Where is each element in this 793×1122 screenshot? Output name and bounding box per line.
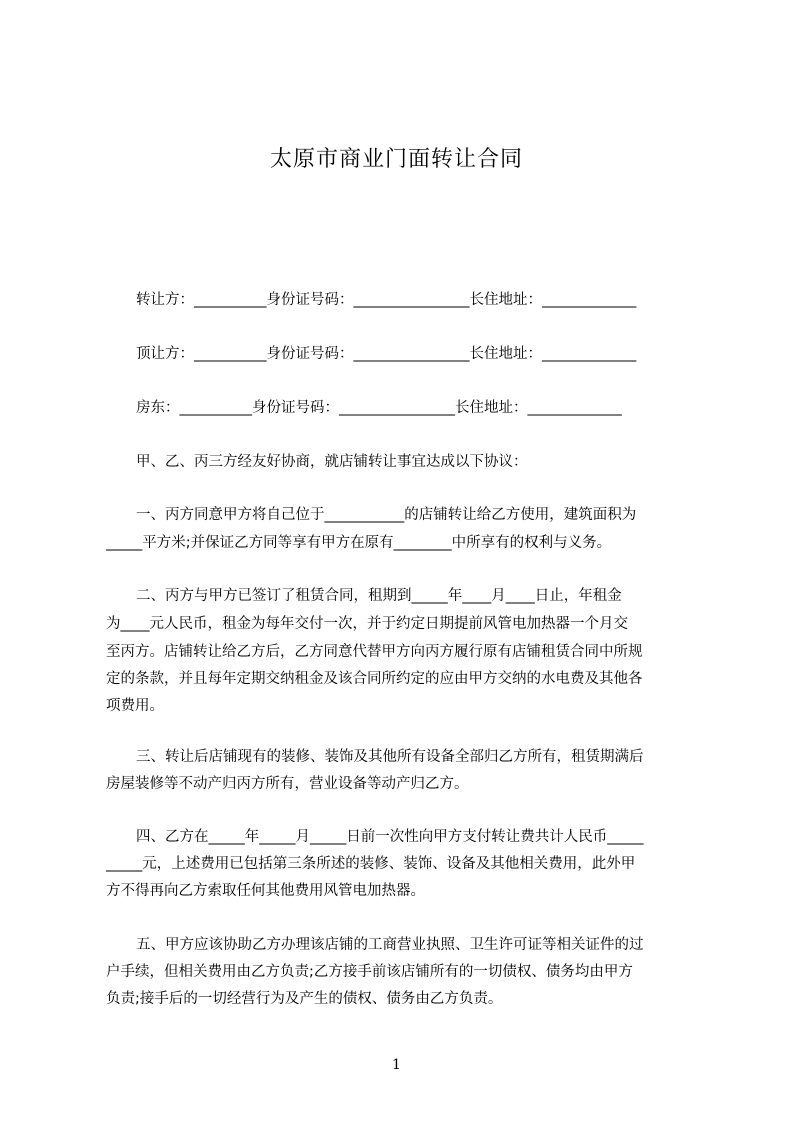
clause-5-line: 户手续，但相关费用由乙方负责;乙方接手前该店铺所有的一切债权、债务均由甲方 xyxy=(106,964,633,980)
party-line-transferor: 转让方：__________身份证号码：________________长住地址：_____________ xyxy=(136,292,637,308)
clause-1-line: 一、丙方同意甲方将自己位于___________的店铺转让给乙方使用，建筑面积为 xyxy=(136,507,637,523)
clause-3-line: 三、转让后店铺现有的装修、装饰及其他所有设备全部归乙方所有，租赁期满后 xyxy=(136,749,644,765)
page-number: 1 xyxy=(392,1057,401,1073)
clause-4-line: _____元，上述费用已包括第三条所述的装修、装饰、设备及其他相关费用，此外甲 xyxy=(106,856,636,872)
clause-5-line: 负责;接手后的一切经营行为及产生的债权、债务由乙方负责。 xyxy=(106,991,503,1007)
clause-1-line: _____平方米;并保证乙方同等享有甲方在原有________中所享有的权利与义务。 xyxy=(106,535,612,551)
document-title: 太原市商业门面转让合同 xyxy=(269,147,523,172)
party-line-transferee: 顶让方：__________身份证号码：________________长住地址：_____________ xyxy=(136,346,637,362)
clause-2-line: 二、丙方与甲方已签订了租赁合同，租期到_____年____月____日止，年租金 xyxy=(136,588,622,604)
clause-2-line: 定的条款，并且每年定期交纳租金及该合同所约定的应由甲方交纳的水电费及其他各 xyxy=(106,671,643,687)
clause-4-line: 四、乙方在_____年_____月_____日前一次性向甲方支付转让费共计人民币_____ xyxy=(136,829,644,845)
agreement-intro: 甲、乙、丙三方经友好协商，就店铺转让事宜达成以下协议： xyxy=(136,454,528,470)
clause-5-line: 五、甲方应该协助乙方办理该店铺的工商营业执照、卫生许可证等相关证件的过 xyxy=(136,937,644,953)
clause-4-line: 方不得再向乙方索取任何其他费用风管电加热器。 xyxy=(106,883,425,899)
clause-2-line: 项费用。 xyxy=(106,698,164,714)
party-line-landlord: 房东：__________身份证号码：________________长住地址：_____________ xyxy=(136,400,622,416)
clause-2-line: 至丙方。店铺转让给乙方后，乙方同意代替甲方向丙方履行原有店铺租赁合同中所规 xyxy=(106,644,643,660)
clause-2-line: 为____元人民币，租金为每年交付一次，并于约定日期提前风管电加热器一个月交 xyxy=(106,616,628,632)
clause-3-line: 房屋装修等不动产归丙方所有，营业设备等动产归乙方。 xyxy=(106,776,469,792)
